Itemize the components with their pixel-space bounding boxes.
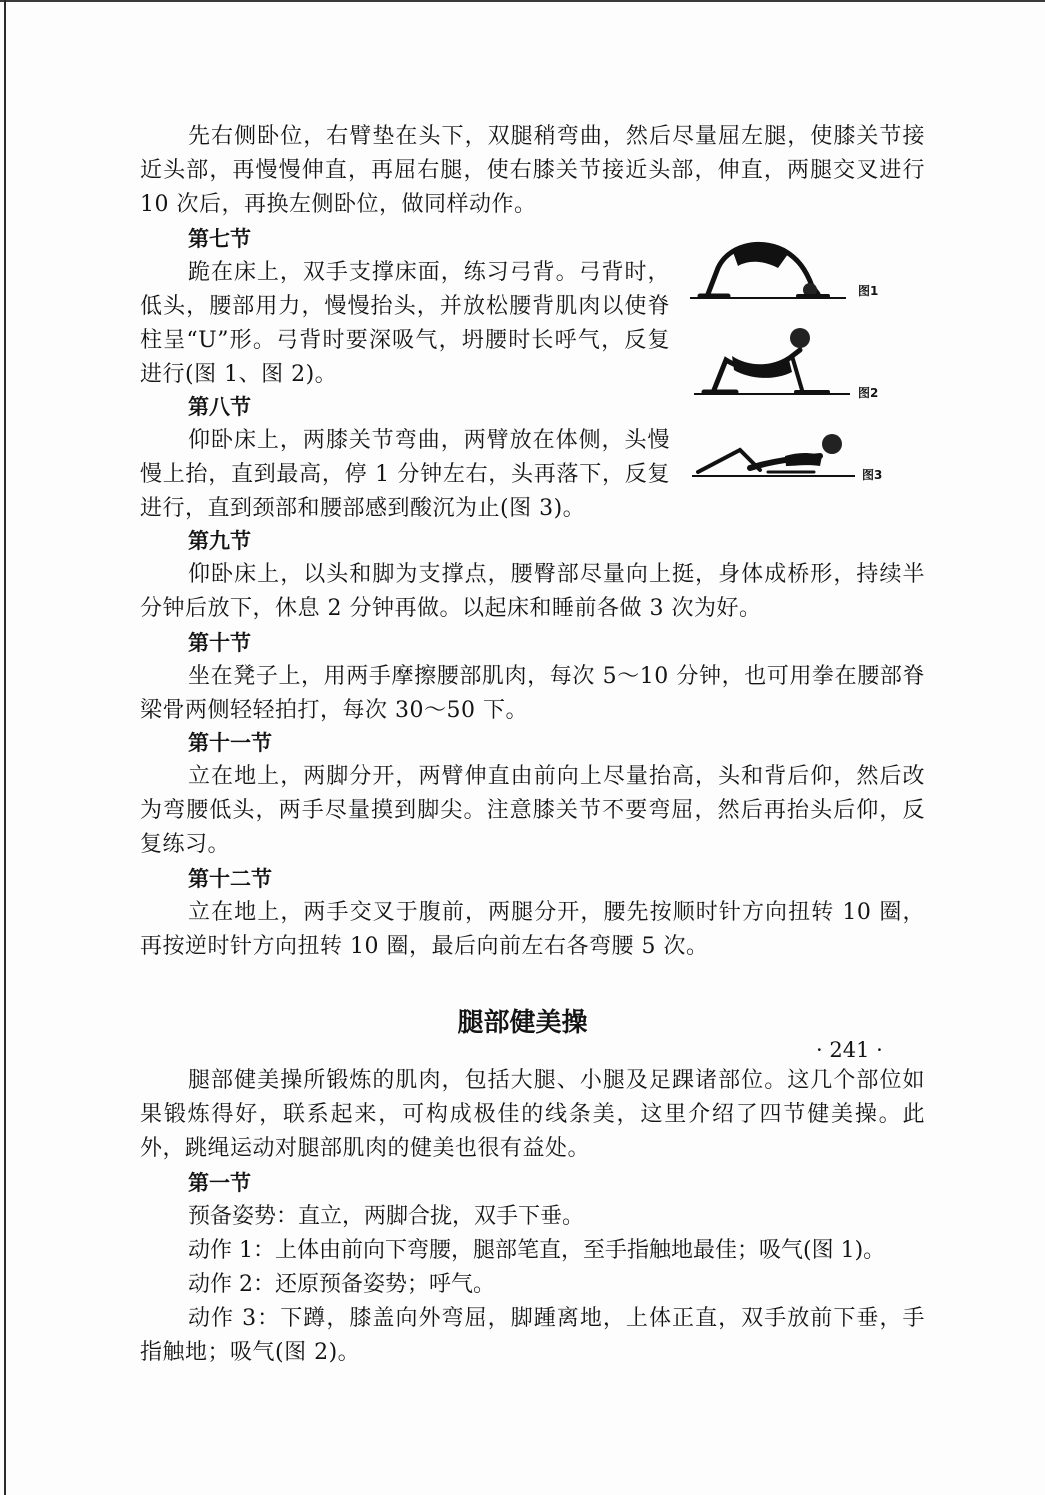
page-number: · 241 · (816, 1038, 883, 1062)
leg-action-1: 动作 1：上体由前向下弯腰，腿部笔直，至手指触地最佳；吸气(图 1)。 (188, 1238, 886, 1263)
page-binding-edge (4, 0, 6, 1495)
leg-action-2: 动作 2：还原预备姿势；呼气。 (188, 1272, 495, 1297)
page-top-edge (0, 0, 1045, 2)
leg-action-3: 动作 3：下蹲，膝盖向外弯屈，脚踵离地，上体正直，双手放前下垂，手指触地；吸气(图 2)。 (140, 1306, 925, 1365)
section-7-heading: 第七节 (188, 227, 251, 251)
section-11-heading: 第十一节 (188, 731, 272, 755)
leg-section-intro: 腿部健美操所锻炼的肌肉，包括大腿、小腿及足踝诸部位。这几个部位如果锻炼得好，联系起来，可构成极佳的线条美，这里介绍了四节健美操。此外，跳绳运动对腿部肌肉的健美也很有益处。 (140, 1068, 925, 1161)
section-9-text: 仰卧床上，以头和脚为支撑点，腰臀部尽量向上挺，身体成桥形，持续半分钟后放下，休息 2 分钟再做。以起床和睡前各做 3 次为好。 (140, 562, 925, 621)
leg-section-title: 腿部健美操 (457, 1008, 588, 1038)
figure-1-label: 图1 (858, 284, 879, 298)
section-12-text: 立在地上，两手交叉于腹前，两腿分开，腰先按顺时针方向扭转 10 圈，再按逆时针方向扭转 10 圈，最后向前左右各弯腰 5 次。 (140, 900, 925, 959)
kneeling-sagging-back-figure-icon (692, 320, 852, 402)
figure-3-label: 图3 (862, 468, 883, 482)
section-8-heading: 第八节 (188, 395, 251, 419)
section-8-text: 仰卧床上，两膝关节弯曲，两臂放在体侧，头慢慢上抬，直到最高，停 1 分钟左右，头再落下，反复进行，直到颈部和腰部感到酸沉为止(图 3)。 (140, 428, 670, 521)
section-12-heading: 第十二节 (188, 867, 272, 891)
section-9-heading: 第九节 (188, 529, 251, 553)
supine-head-raise-figure-icon (690, 426, 860, 486)
figure-2-label: 图2 (858, 386, 879, 400)
kneeling-arched-back-figure-icon (688, 228, 848, 308)
section-10-heading: 第十节 (188, 631, 251, 655)
leg-prep-posture: 预备姿势：直立，两脚合拢，双手下垂。 (188, 1204, 585, 1229)
leg-section-first-heading: 第一节 (188, 1171, 251, 1195)
intro-paragraph: 先右侧卧位，右臂垫在头下，双腿稍弯曲，然后尽量屈左腿，使膝关节接近头部，再慢慢伸直，再屈右腿，使右膝关节接近头部，伸直，两腿交叉进行 10 次后，再换左侧卧位，做同样动作。 (140, 124, 925, 217)
section-7-text: 跪在床上，双手支撑床面，练习弓背。弓背时，低头，腰部用力，慢慢抬头，并放松腰背肌肉以使脊柱呈“U”形。弓背时要深吸气，坍腰时长呼气，反复进行(图 1、图 2)。 (140, 260, 670, 387)
section-11-text: 立在地上，两脚分开，两臂伸直由前向上尽量抬高，头和背后仰，然后改为弯腰低头，两手尽量摸到脚尖。注意膝关节不要弯屈，然后再抬头后仰，反复练习。 (140, 764, 925, 857)
section-10-text: 坐在凳子上，用两手摩擦腰部肌肉，每次 5～10 分钟，也可用拳在腰部脊梁骨两侧轻轻拍打，每次 30～50 下。 (140, 664, 925, 723)
